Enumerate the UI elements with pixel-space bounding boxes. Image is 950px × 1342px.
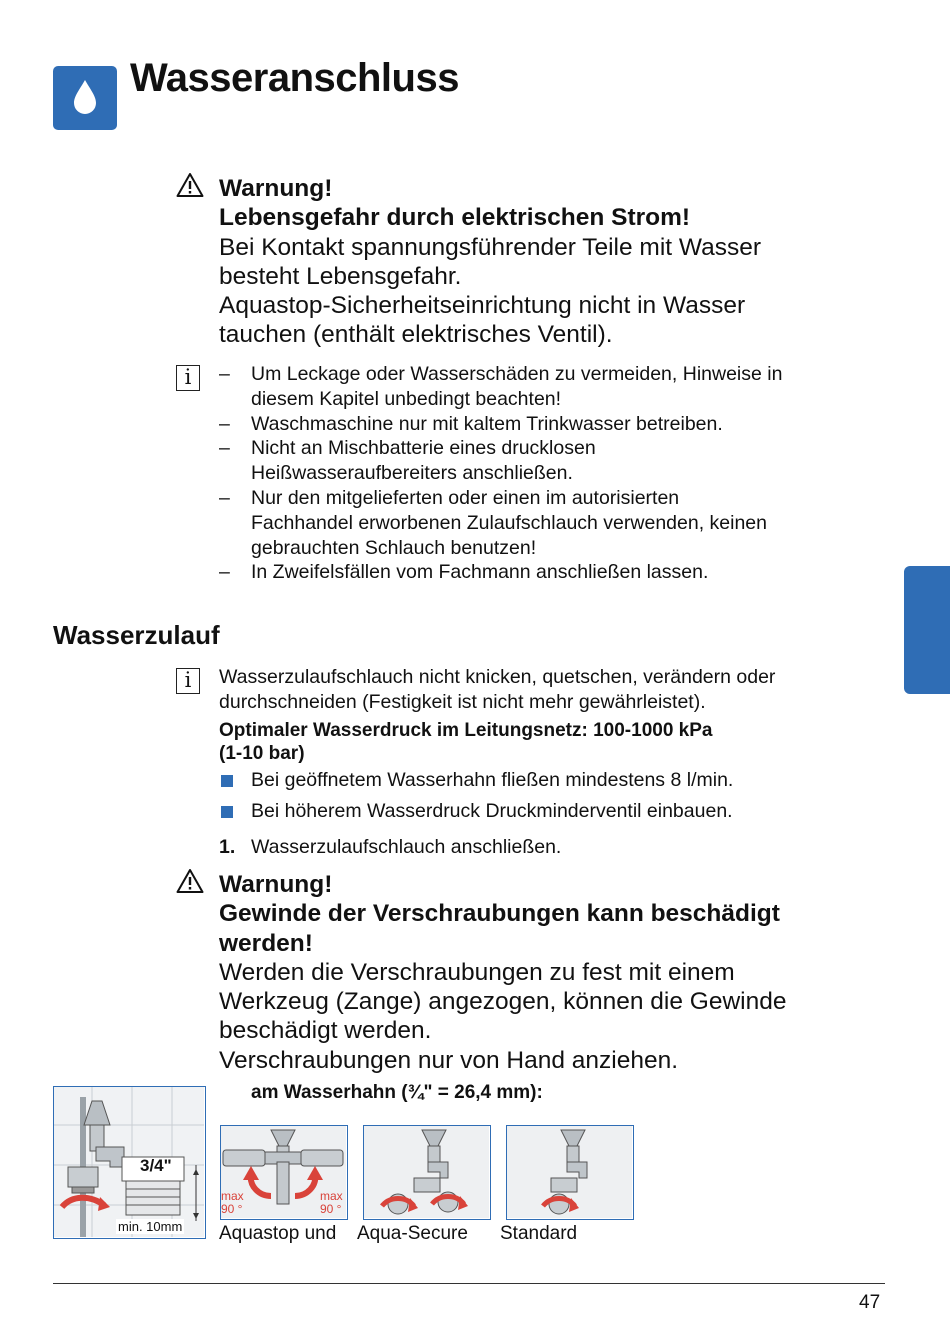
figure-caption-top: am Wasserhahn (¾" = 26,4 mm):	[251, 1082, 543, 1103]
info-text: Wasserzulaufschlauch nicht knicken, quetschen, verändern oder durchschneiden (Festigkeit ist nicht mehr gewährleistet).	[219, 666, 776, 713]
pressure-note: Optimaler Wasserdruck im Leitungsnetz: 100-1000 kPa (1-10 bar)	[219, 720, 713, 764]
list-item: – Nicht an Mischbatterie eines drucklosen Heißwasseraufbereiters anschließen.	[219, 437, 596, 485]
warning-triangle-icon	[176, 172, 204, 198]
figure-caption: Aqua-Secure	[357, 1223, 468, 1244]
warning-heading: Warnung!	[219, 175, 333, 202]
step-number: 1.	[219, 836, 236, 858]
info-list	[219, 362, 889, 585]
step-text: Wasserzulaufschlauch anschließen.	[251, 836, 562, 858]
chapter-tab	[904, 566, 950, 694]
bullet-text: Bei geöffnetem Wasserhahn fließen mindestens 8 l/min.	[251, 769, 734, 791]
water-drop-icon	[53, 66, 117, 130]
list-item: – Um Leckage oder Wasserschäden zu vermeiden, Hinweise in diesem Kapitel unbedingt beachten!	[219, 363, 783, 410]
page-title: Wasseranschluss	[130, 56, 459, 100]
aqua-secure-figure	[363, 1125, 491, 1220]
warning-heading: Warnung!	[219, 871, 333, 898]
max-angle-label: max 90 °	[221, 1189, 244, 1216]
figure-caption: Aquastop und	[219, 1223, 337, 1244]
max-angle-label: max 90 °	[320, 1189, 343, 1216]
info-icon: i	[176, 668, 200, 694]
warning-subheading: Lebensgefahr durch elektrischen Strom!	[219, 204, 691, 232]
warning-triangle-icon	[176, 868, 204, 894]
warning-line: Bei Kontakt spannungsführender Teile mit Wasser	[219, 233, 762, 261]
warning-block	[219, 174, 879, 350]
warning-line: tauchen (enthält elektrisches Ventil).	[219, 321, 613, 349]
warning-line: Aquastop-Sicherheitseinrichtung nicht in Wasser	[219, 292, 746, 320]
list-item: – Nur den mitgelieferten oder einen im autorisierten Fachhandel erworbenen Zulaufschlauch verwenden, keinen gebrauchten Schlauch benutzen!	[219, 486, 767, 559]
info-icon: i	[176, 365, 200, 391]
tap-thread-figure	[53, 1086, 206, 1239]
figure-caption: Standard	[500, 1223, 578, 1244]
standard-figure	[506, 1125, 634, 1220]
thread-size-label: 3/4"	[140, 1156, 172, 1175]
bullet-square	[221, 806, 233, 818]
list-item: – Waschmaschine nur mit kaltem Trinkwasser betreiben.	[219, 412, 723, 435]
aquastop-figure	[220, 1125, 348, 1220]
min-length-label: min. 10mm	[118, 1219, 183, 1234]
warning-line: besteht Lebensgefahr.	[219, 262, 462, 290]
bullet-text: Bei höherem Wasserdruck Druckminderventil einbauen.	[251, 800, 733, 822]
page-number: 47	[859, 1292, 881, 1313]
bullet-square	[221, 775, 233, 787]
footer-divider	[53, 1283, 885, 1284]
list-item: – In Zweifelsfällen vom Fachmann anschließen lassen.	[219, 561, 709, 584]
warning-block: Warnung! Gewinde der Verschraubungen kann beschädigt werden! Werden die Verschraubungen zu fest mit einem Werkzeug (Zange) angezogen, können die Gewinde beschädigt werden. Verschraubungen nur von Hand anziehen.	[219, 871, 787, 1074]
section-heading: Wasserzulauf	[53, 620, 220, 650]
